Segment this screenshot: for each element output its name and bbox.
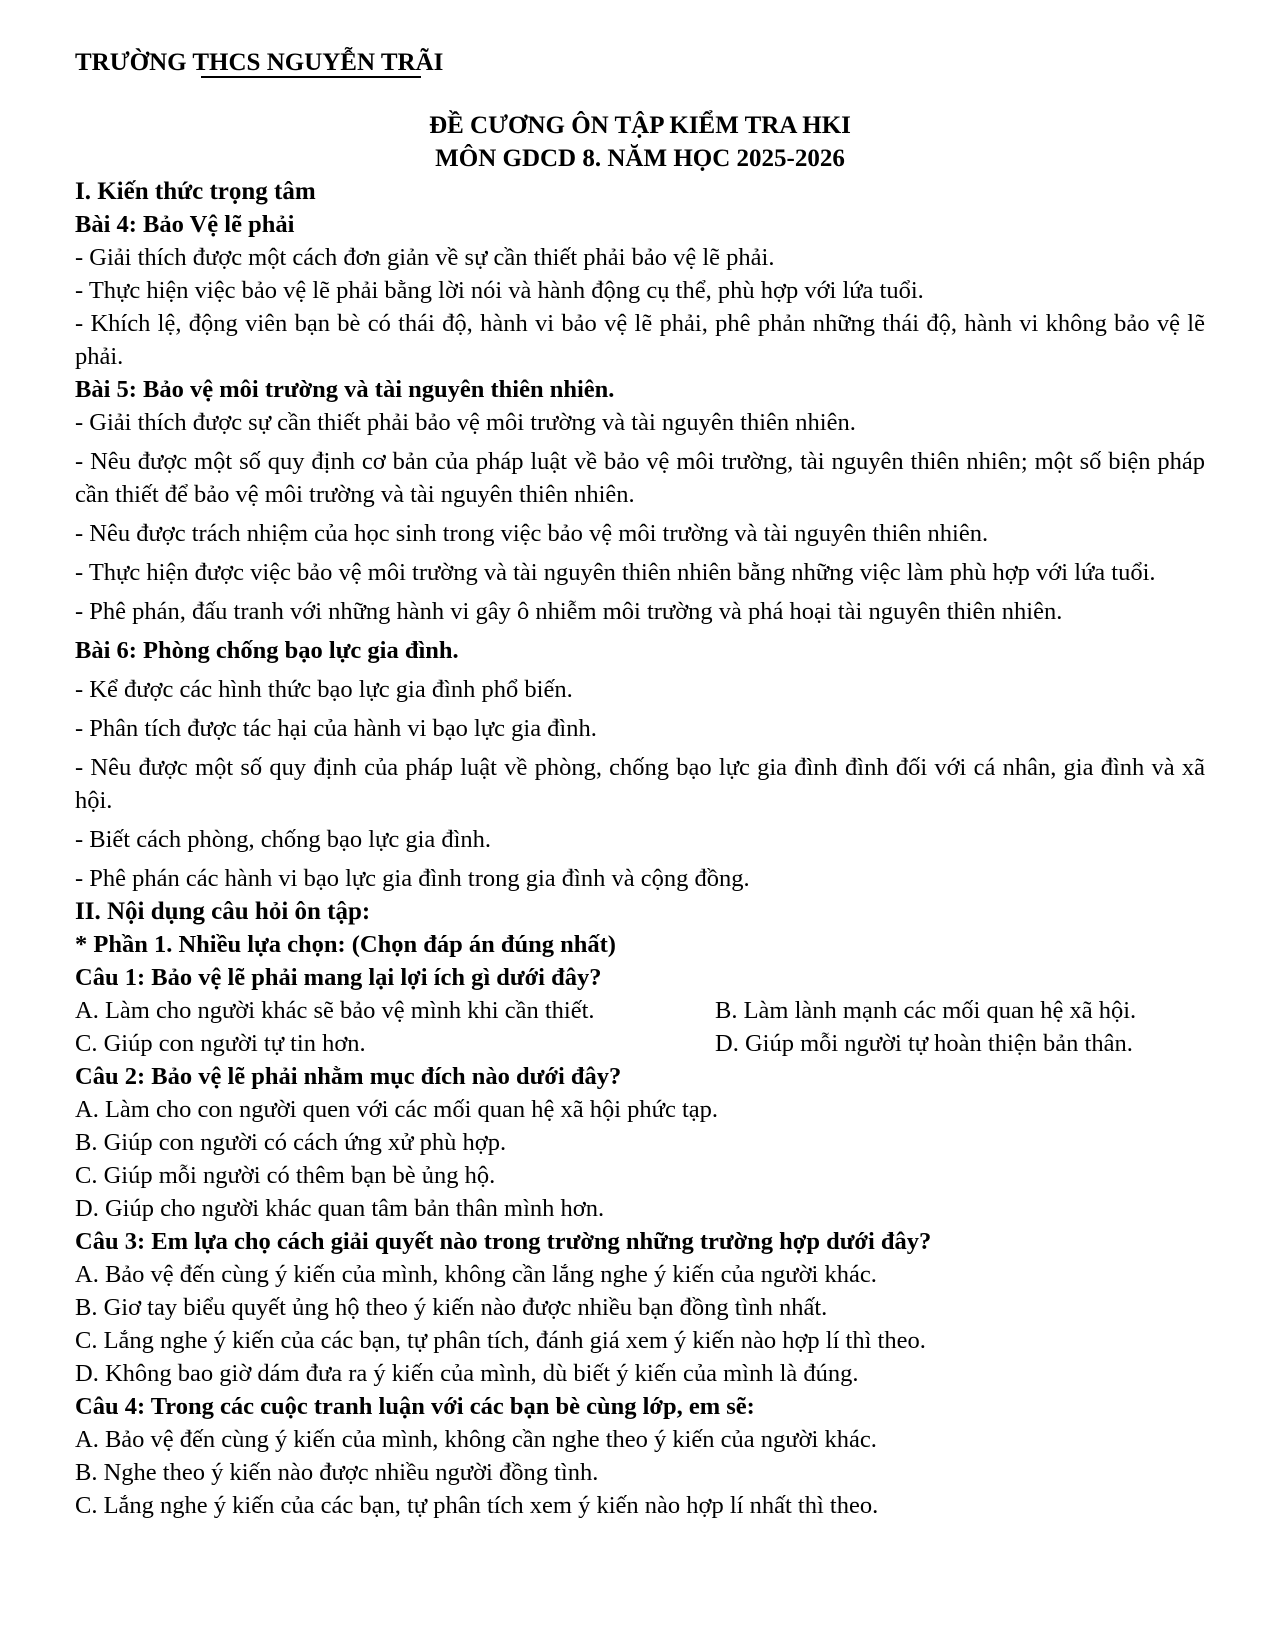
document-title: ĐỀ CƯƠNG ÔN TẬP KIỂM TRA HKI bbox=[429, 112, 851, 139]
school-name-text: TRƯỜNG THCS NGUYỄN TRÃI bbox=[75, 49, 444, 76]
lesson-5-item: - Nêu được một số quy định cơ bản của pháp luật về bảo vệ môi trường, tài nguyên thiên nhiên; một số biện pháp cần thiết để bảo vệ môi trường và tài nguyên thiên nhiên. bbox=[75, 448, 1205, 508]
lesson-4-item: - Thực hiện việc bảo vệ lẽ phải bằng lời nói và hành động cụ thể, phù hợp với lứa tuổi. bbox=[75, 277, 924, 304]
lesson-6-item: - Kể được các hình thức bạo lực gia đình phổ biến. bbox=[75, 676, 573, 703]
question-1-option-d: D. Giúp mỗi người tự hoàn thiện bản thân. bbox=[715, 1030, 1133, 1057]
lesson-5-item: - Phê phán, đấu tranh với những hành vi gây ô nhiễm môi trường và phá hoại tài nguyên thiên nhiên. bbox=[75, 598, 1063, 625]
question-2-option-a: A. Làm cho con người quen với các mối quan hệ xã hội phức tạp. bbox=[75, 1096, 719, 1123]
question-3-option-c: C. Lắng nghe ý kiến của các bạn, tự phân tích, đánh giá xem ý kiến nào hợp lí thì theo. bbox=[75, 1327, 926, 1354]
lesson-6-item: - Phê phán các hành vi bạo lực gia đình trong gia đình và cộng đồng. bbox=[75, 865, 750, 892]
question-2-option-c: C. Giúp mỗi người có thêm bạn bè ủng hộ. bbox=[75, 1162, 496, 1189]
question-3-option-a: A. Bảo vệ đến cùng ý kiến của mình, không cần lắng nghe ý kiến của người khác. bbox=[75, 1261, 877, 1288]
section-2-heading: II. Nội dụng câu hỏi ôn tập: bbox=[75, 898, 371, 925]
question-1-option-a: A. Làm cho người khác sẽ bảo vệ mình khi cần thiết. bbox=[75, 997, 595, 1024]
document-page bbox=[75, 46, 1205, 1522]
lesson-6-title: Bài 6: Phòng chống bạo lực gia đình. bbox=[75, 637, 459, 664]
question-2-option-b: B. Giúp con người có cách ứng xử phù hợp. bbox=[75, 1129, 507, 1156]
lesson-5-item: - Nêu được trách nhiệm của học sinh trong việc bảo vệ môi trường và tài nguyên thiên nhiên. bbox=[75, 520, 989, 547]
question-1-option-c: C. Giúp con người tự tin hơn. bbox=[75, 1030, 366, 1057]
lesson-5-item: - Giải thích được sự cần thiết phải bảo vệ môi trường và tài nguyên thiên nhiên. bbox=[75, 409, 856, 436]
question-3: Câu 3: Em lựa chọ cách giải quyết nào trong trường những trường hợp dưới đây? bbox=[75, 1228, 932, 1255]
question-1: Câu 1: Bảo vệ lẽ phải mang lại lợi ích gì dưới đây? bbox=[75, 964, 602, 991]
question-2: Câu 2: Bảo vệ lẽ phải nhằm mục đích nào dưới đây? bbox=[75, 1063, 622, 1090]
lesson-4-title: Bài 4: Bảo Vệ lẽ phải bbox=[75, 211, 295, 238]
question-1-options-row-1 bbox=[75, 994, 1205, 1027]
lesson-5-title: Bài 5: Bảo vệ môi trường và tài nguyên thiên nhiên. bbox=[75, 376, 615, 403]
question-4: Câu 4: Trong các cuộc tranh luận với các bạn bè cùng lớp, em sẽ: bbox=[75, 1393, 755, 1420]
lesson-4-item: - Khích lệ, động viên bạn bè có thái độ, hành vi bảo vệ lẽ phải, phê phản những thái độ, hành vi không bảo vệ lẽ phải. bbox=[75, 310, 1205, 370]
question-3-option-d: D. Không bao giờ dám đưa ra ý kiến của mình, dù biết ý kiến của mình là đúng. bbox=[75, 1360, 859, 1387]
question-2-option-d: D. Giúp cho người khác quan tâm bản thân mình hơn. bbox=[75, 1195, 605, 1222]
question-4-option-c: C. Lắng nghe ý kiến của các bạn, tự phân tích xem ý kiến nào hợp lí nhất thì theo. bbox=[75, 1492, 879, 1519]
section-1-heading: I. Kiến thức trọng tâm bbox=[75, 178, 316, 205]
school-name bbox=[75, 46, 1205, 79]
question-1-option-b: B. Làm lành mạnh các mối quan hệ xã hội. bbox=[715, 997, 1137, 1024]
document-subtitle: MÔN GDCD 8. NĂM HỌC 2025-2026 bbox=[435, 145, 845, 172]
lesson-5-item: - Thực hiện được việc bảo vệ môi trường và tài nguyên thiên nhiên bằng những việc làm phù hợp với lứa tuổi. bbox=[75, 559, 1156, 586]
lesson-6-item: - Phân tích được tác hại của hành vi bạo lực gia đình. bbox=[75, 715, 597, 742]
lesson-4-item: - Giải thích được một cách đơn giản về sự cần thiết phải bảo vệ lẽ phải. bbox=[75, 244, 775, 271]
part-1-heading: * Phần 1. Nhiều lựa chọn: (Chọn đáp án đúng nhất) bbox=[75, 931, 616, 958]
question-4-option-a: A. Bảo vệ đến cùng ý kiến của mình, không cần nghe theo ý kiến của người khác. bbox=[75, 1426, 877, 1453]
school-underline bbox=[201, 76, 421, 78]
question-1-options-row-2 bbox=[75, 1027, 1205, 1060]
lesson-6-item: - Biết cách phòng, chống bạo lực gia đình. bbox=[75, 826, 492, 853]
question-3-option-b: B. Giơ tay biểu quyết ủng hộ theo ý kiến nào được nhiều bạn đồng tình nhất. bbox=[75, 1294, 828, 1321]
question-4-option-b: B. Nghe theo ý kiến nào được nhiều người đồng tình. bbox=[75, 1459, 599, 1486]
lesson-6-item: - Nêu được một số quy định của pháp luật về phòng, chống bạo lực gia đình đình đối với cá nhân, gia đình và xã hội. bbox=[75, 754, 1205, 814]
